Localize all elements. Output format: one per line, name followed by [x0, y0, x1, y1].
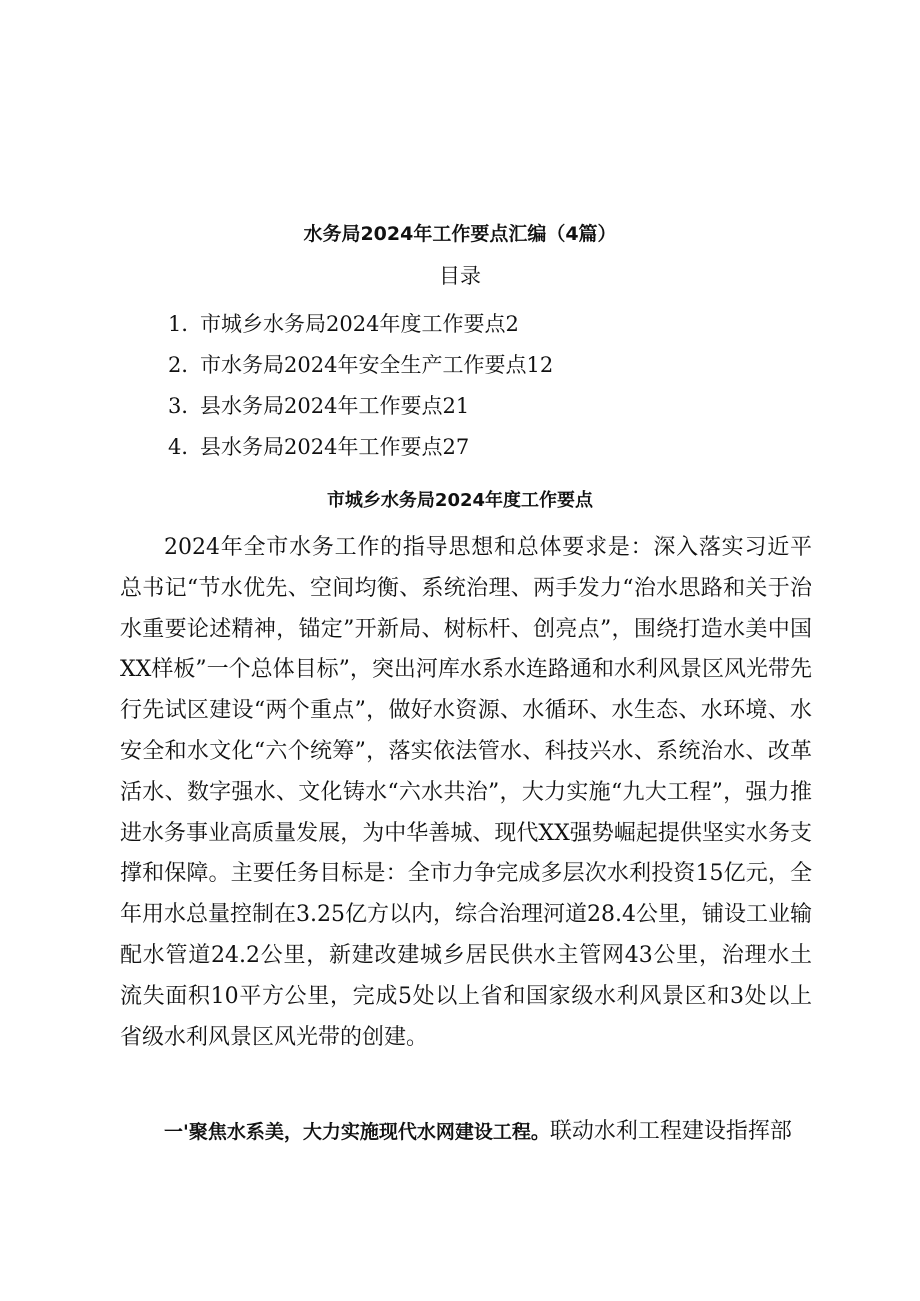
toc-item-number: 3． — [168, 394, 203, 418]
toc-heading: 目录 — [439, 264, 481, 288]
toc-item-text: 县水务局2024年工作要点 — [200, 435, 443, 459]
toc-item-page: 27 — [442, 435, 470, 459]
toc-item-page: 2 — [505, 312, 519, 336]
toc-item[interactable] — [168, 347, 788, 388]
body-paragraph-heading — [164, 1112, 824, 1152]
toc-item[interactable] — [168, 306, 788, 347]
document-title: 水务局2024年工作要点汇编（4篇） — [303, 223, 617, 245]
toc-item-page: 21 — [442, 394, 470, 418]
section-title: 市城乡水务局2024年度工作要点 — [326, 490, 594, 511]
toc-item-text: 县水务局2024年工作要点 — [200, 394, 443, 418]
paragraph-lead-heading: 一'聚焦水系美，大力实施现代水网建设工程。 — [164, 1121, 550, 1143]
toc-item-text: 市城乡水务局2024年度工作要点 — [200, 312, 506, 336]
body-paragraph: 2024年全市水务工作的指导思想和总体要求是：深入落实习近平总书记“节水优先、空间均衡、系统治理、两手发力“治水思路和关于治水重要论述精神，锚定”开新局、树标杆、创亮点”，围绕打造水美中国XX样板”一个总体目标”，突出河库水系水连路通和水利风景区风光带先行先试区建设“两个重点”，做好水资源、水循环、水生态、水环境、水安全和水文化“六个统筹”，落实依法管水、科技兴水、系统治水、改革活水、数字强水、文化铸水“六水共治”，大力实施“九大工程”，强力推进水务事业高质量发展，为中华善城、现代XX强势崛起提供坚实水务支撑和保障。主要任务目标是：全市力争完成多层次水利投资15亿元，全年用水总量控制在3.25亿方以内，综合治理河道28.4公里，铺设工业输配水管道24.2公里，新建改建城乡居民供水主管网43公里，治理水土流失面积10平方公里，完成5处以上省和国家级水利风景区和3处以上省级水利风景区风光带的创建。 — [120, 535, 812, 1050]
table-of-contents — [168, 306, 788, 470]
toc-item-number: 1． — [168, 312, 203, 336]
toc-item-page: 12 — [526, 353, 554, 377]
toc-item-number: 2． — [168, 353, 203, 377]
paragraph-lead-text: 联动水利工程建设指挥部 — [549, 1119, 792, 1144]
toc-item-text: 市水务局2024年安全生产工作要点 — [200, 353, 527, 377]
toc-item[interactable] — [168, 388, 788, 429]
toc-item-number: 4． — [168, 435, 203, 459]
toc-item[interactable] — [168, 429, 788, 470]
